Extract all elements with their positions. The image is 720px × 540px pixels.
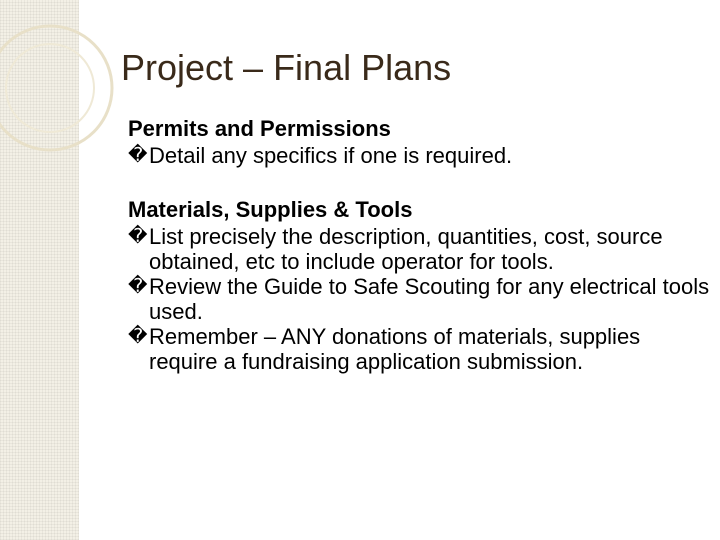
- section-permits: [128, 115, 713, 168]
- bullet-text: List precisely the description, quantities, cost, source obtained, etc to include operator for tools.: [149, 224, 663, 274]
- bullet-icon: �: [128, 144, 148, 166]
- bullet-text: Detail any specifics if one is required.: [149, 143, 513, 168]
- bullet-icon: �: [128, 225, 148, 247]
- slide-body: [128, 115, 713, 374]
- decor-circle-inner: [6, 44, 94, 132]
- bullet-text: Review the Guide to Safe Scouting for any electrical tools used.: [149, 274, 710, 324]
- slide-title: Project – Final Plans: [121, 47, 452, 88]
- bullet-text: Remember – ANY donations of materials, supplies require a fundraising application submission.: [149, 324, 641, 374]
- section-materials: [128, 196, 713, 374]
- section-heading: Permits and Permissions: [128, 116, 391, 141]
- bullet-item: [128, 324, 713, 374]
- bullet-item: [128, 224, 713, 274]
- bullet-icon: �: [128, 325, 148, 347]
- bullet-icon: �: [128, 275, 148, 297]
- bullet-item: [128, 143, 713, 168]
- section-heading: Materials, Supplies & Tools: [128, 197, 413, 222]
- bullet-item: [128, 274, 713, 324]
